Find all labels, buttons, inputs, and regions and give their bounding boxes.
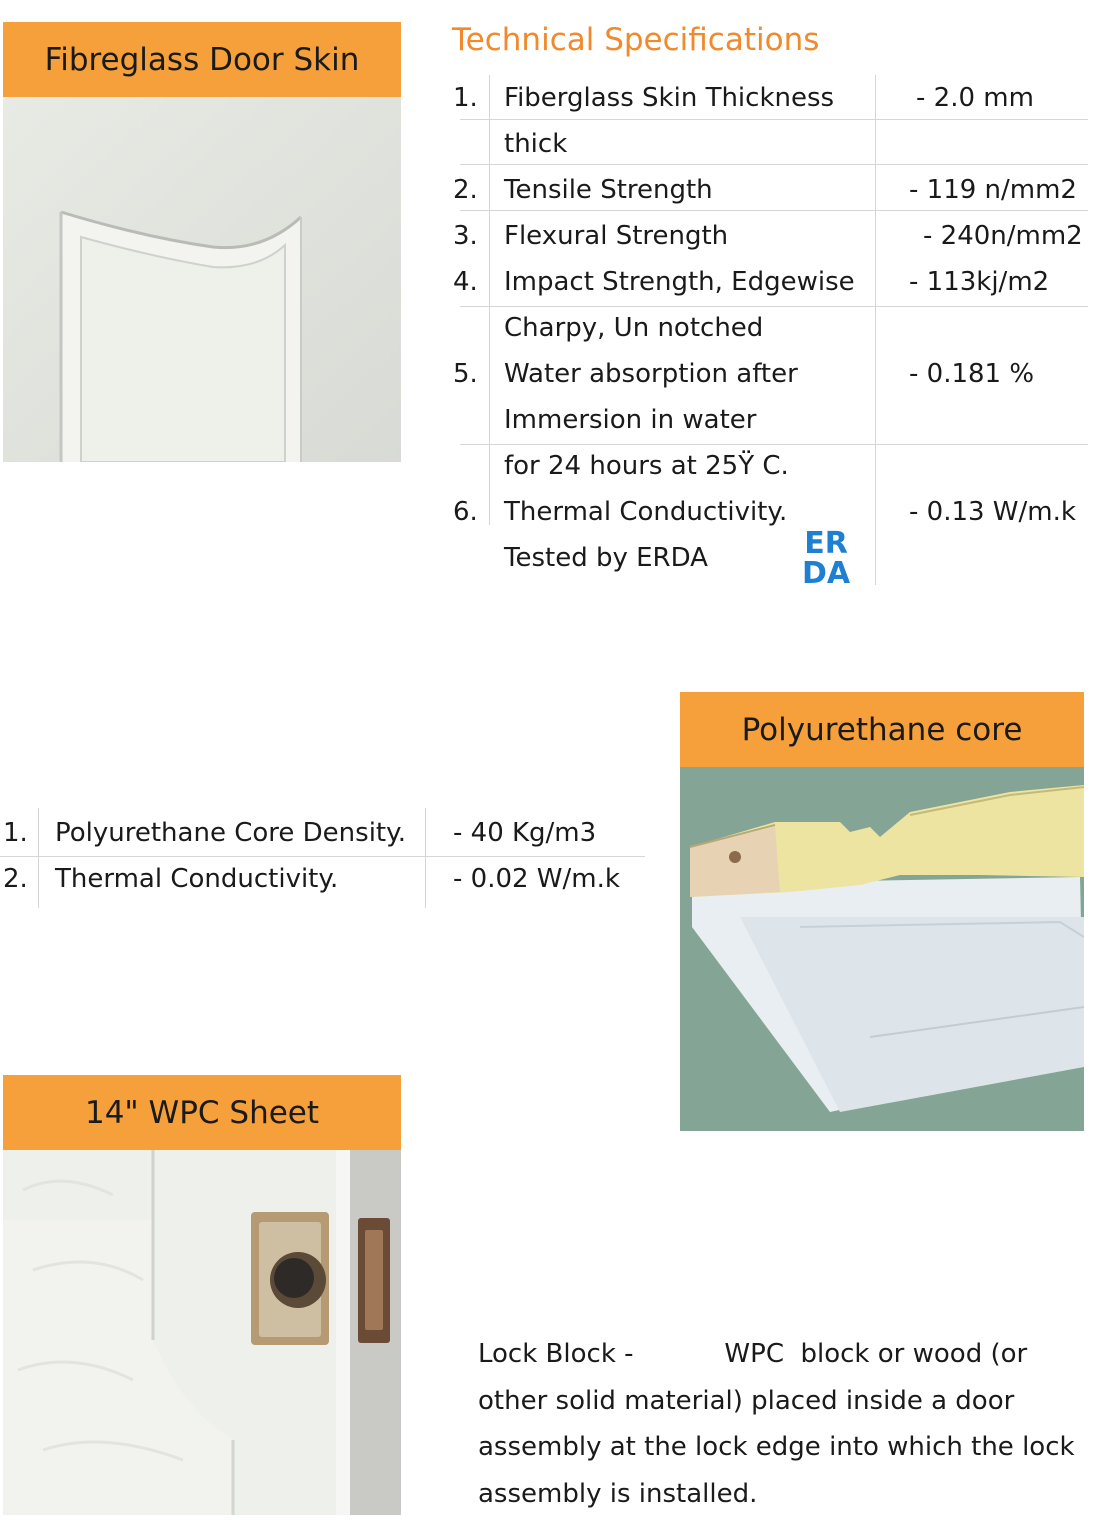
specs-divider-value <box>875 75 876 585</box>
erda-logo <box>791 525 861 587</box>
spec-label: Immersion in water <box>504 405 757 435</box>
core-value: - 0.02 W/m.k <box>453 864 620 894</box>
spec-label: Charpy, Un notched <box>504 313 764 343</box>
spec-number: 6. <box>453 497 478 527</box>
spec-value: - 119 n/mm2 <box>909 175 1077 205</box>
fibreglass-door-photo <box>3 97 401 462</box>
specs-divider-num <box>489 75 490 525</box>
spec-label: Tensile Strength <box>504 175 713 205</box>
erda-logo-top: ER <box>804 526 848 561</box>
spec-label: Tested by ERDA <box>504 543 708 573</box>
lock-block-line: assembly is installed. <box>478 1478 758 1509</box>
wpc-heading: 14" WPC Sheet <box>84 1094 320 1131</box>
spec-value: - 0.181 % <box>909 359 1035 389</box>
spec-number: 2. <box>453 175 478 205</box>
lock-block-line: other solid material) placed inside a door <box>478 1385 1015 1416</box>
spec-label: Water absorption after <box>504 359 798 389</box>
erda-logo-bottom: DA <box>801 556 851 587</box>
core-number: 2. <box>3 864 28 894</box>
core-divider-value <box>425 808 426 908</box>
spec-number: 1. <box>453 83 478 113</box>
spec-value: - 113kj/m2 <box>909 267 1050 297</box>
specs-title: Technical Specifications <box>452 22 820 58</box>
spec-number: 5. <box>453 359 478 389</box>
spec-label: Thermal Conductivity. <box>504 497 788 527</box>
spec-label: for 24 hours at 25Ÿ C. <box>504 451 789 481</box>
spec-label: Impact Strength, Edgewise <box>504 267 855 297</box>
spec-value: - 0.13 W/m.k <box>909 497 1076 527</box>
spec-label: Fiberglass Skin Thickness <box>504 83 835 113</box>
polyurethane-core-photo <box>680 767 1084 1131</box>
core-label: Polyurethane Core Density. <box>55 818 407 848</box>
core-divider-num <box>38 808 39 908</box>
core-number: 1. <box>3 818 28 848</box>
spec-label: Flexural Strength <box>504 221 729 251</box>
lock-block-line: Lock Block - WPC block or wood (or <box>478 1339 1028 1369</box>
polyurethane-heading-bar <box>680 692 1084 767</box>
lock-block-description <box>478 1331 1088 1517</box>
spec-value: - 2.0 mm <box>916 83 1034 113</box>
core-value: - 40 Kg/m3 <box>453 818 597 848</box>
polyurethane-heading: Polyurethane core <box>741 711 1023 748</box>
spec-label: thick <box>504 129 568 159</box>
spec-number: 4. <box>453 267 478 297</box>
wpc-heading-bar <box>3 1075 401 1150</box>
fibreglass-heading-bar <box>3 22 401 97</box>
wpc-sheet-photo <box>3 1150 401 1515</box>
spec-value: - 240n/mm2 <box>923 221 1083 251</box>
core-label: Thermal Conductivity. <box>55 864 339 894</box>
lock-block-line: assembly at the lock edge into which the lock <box>478 1432 1075 1462</box>
spec-number: 3. <box>453 221 478 251</box>
fibreglass-heading: Fibreglass Door Skin <box>44 41 360 78</box>
